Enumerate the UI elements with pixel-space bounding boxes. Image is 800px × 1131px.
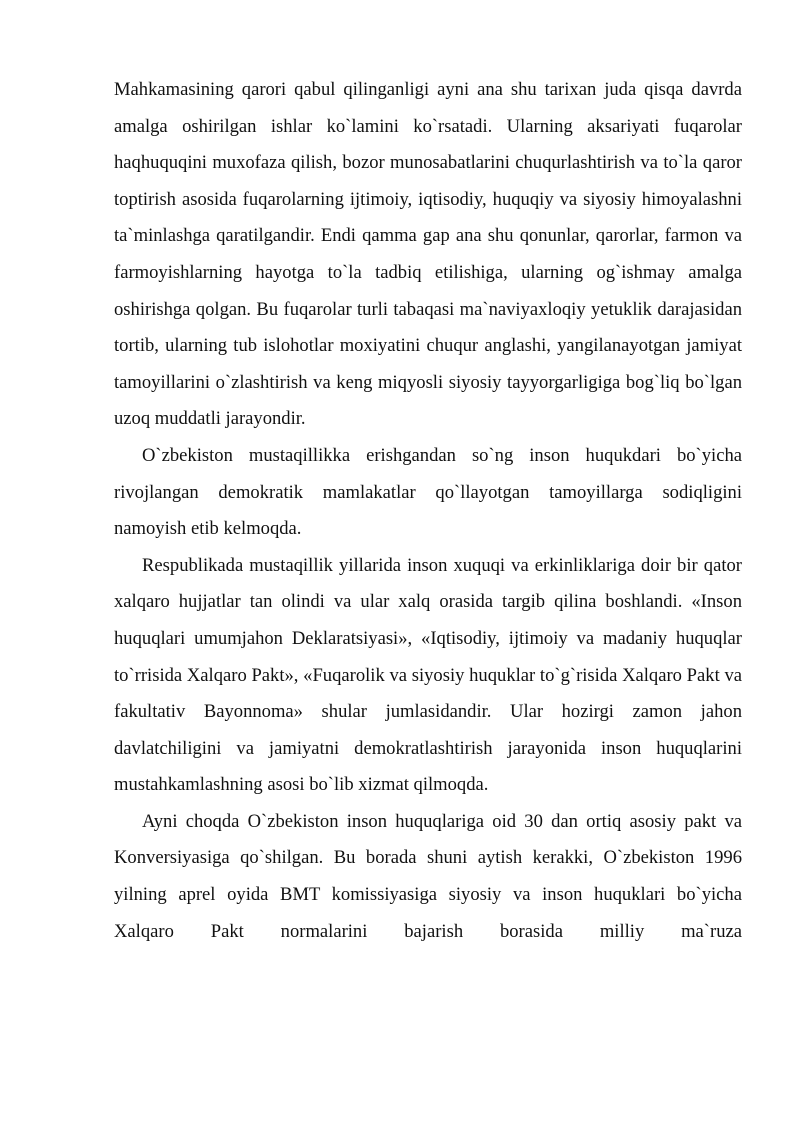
document-page xyxy=(114,72,742,950)
paragraph-2: O`zbekiston mustaqillikka erishgandan so`ng inson huqukdari bo`yicha rivojlangan demokratik mamlakatlar qo`llayotgan tamoyillarga sodiqligini namoyish etib kelmoqda. xyxy=(114,444,742,540)
paragraph-4: Ayni choqda O`zbekiston inson huquqlariga oid 30 dan ortiq asosiy pakt va Konversiyasiga qo`shilgan. Bu borada shuni aytish kerakki, O`zbekiston 1996 yilning aprel oyida BMT komissiyasiga siyosiy va inson huquklari bo`yicha Xalqaro Pakt normalarini bajarish borasida milliy ma`ruza xyxy=(114,810,742,942)
paragraph-3: Respublikada mustaqillik yillarida inson xuquqi va erkinliklariga doir bir qator xalqaro hujjatlar tan olindi va ular xalq orasida targib qilina boshlandi. «Inson huquqlari umumjahon Deklaratsiyasi», «Iqtisodiy, ijtimoiy va madaniy huquqlar to`rrisida Xalqaro Pakt», «Fuqarolik va siyosiy huquklar to`g`risida Xalqaro Pakt va fakultativ Bayonnoma» shular jumlasidandir. Ular hozirgi zamon jahon davlatchiligini va jamiyatni demokratlashtirish jarayonida inson huquqlarini mustahkamlashning asosi bo`lib xizmat qilmoqda. xyxy=(114,554,742,796)
paragraph-1: Mahkamasining qarori qabul qilinganligi ayni ana shu tarixan juda qisqa davrda amalga oshirilgan ishlar ko`lamini ko`rsatadi. Ularning aksariyati fuqarolar haqhuquqini muxofaza qilish, bozor munosabatlarini chuqurlashtirish va to`la qaror toptirish asosida fuqarolarning ijtimoiy, iqtisodiy, huquqiy va siyosiy himoyalashni ta`minlashga qaratilgandir. Endi qamma gap ana shu qonunlar, qarorlar, farmon va farmoyishlarning hayotga to`la tadbiq etilishiga, ularning og`ishmay amalga oshirishga qolgan. Bu fuqarolar turli tabaqasi ma`naviyaxloqiy yetuklik darajasidan tortib, ularning tub islohotlar moxiyatini chuqur anglashi, yangilanayotgan jamiyat tamoyillarini o`zlashtirish va keng miqyosli siyosiy tayyorgarligiga bog`liq bo`lgan uzoq muddatli jarayondir. xyxy=(114,79,742,430)
